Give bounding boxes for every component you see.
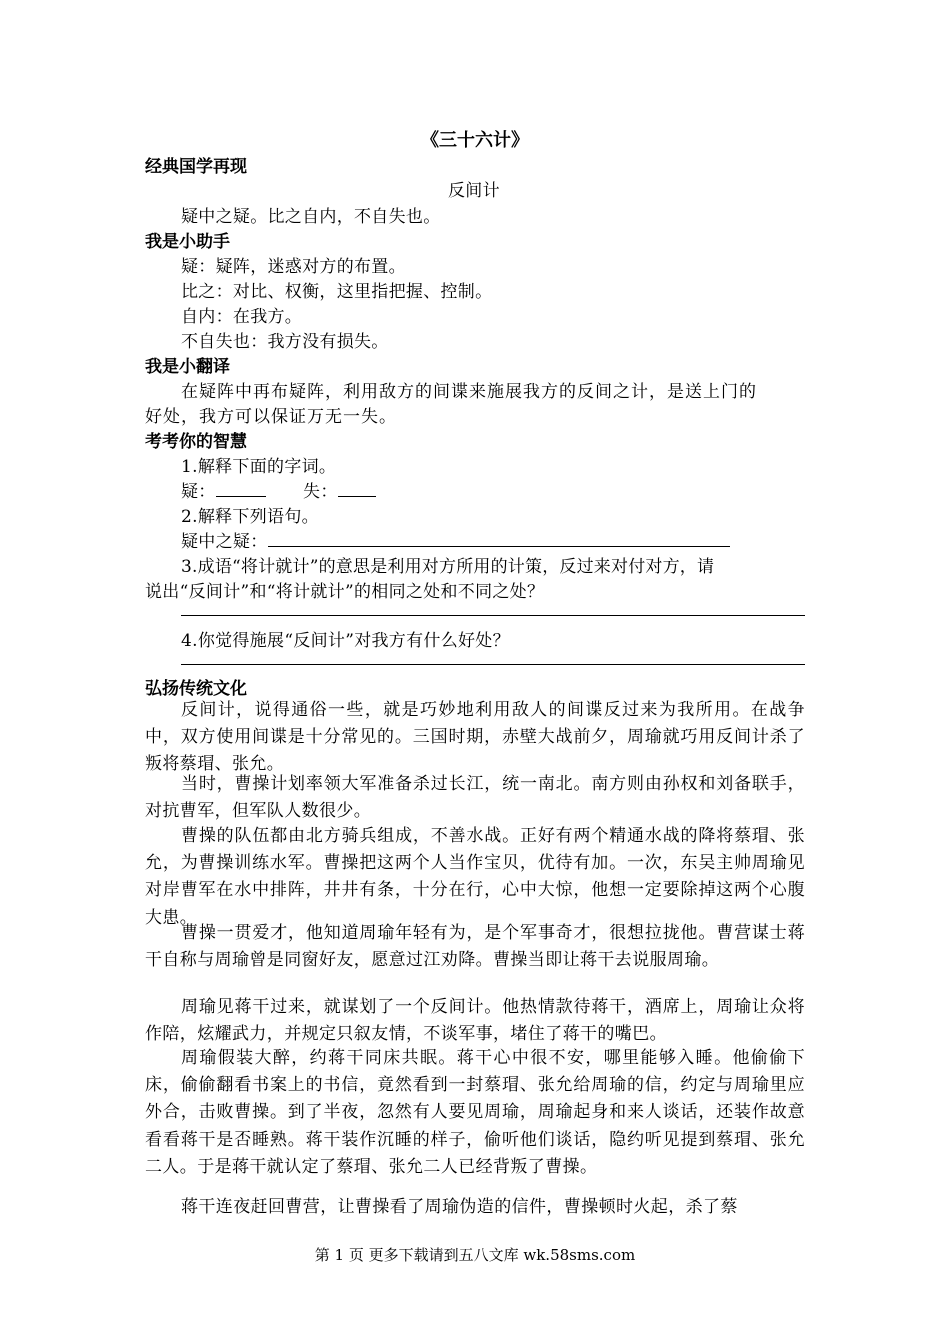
heading-translate: 我是小翻译: [145, 357, 230, 377]
translate-line: 在疑阵中再布疑阵，利用敌方的间谍来施展我方的反间之计，是送上门的: [181, 382, 757, 402]
classic-text: 疑中之疑。比之自内，不自失也。: [181, 207, 441, 227]
quiz-q1-label-a: 疑：: [181, 482, 216, 502]
quiz-question-4: 4.你觉得施展“反间计”对我方有什么好处？: [181, 631, 510, 651]
quiz-question-3: 3.成语“将计就计”的意思是利用对方所用的计策，反过来对付对方，请: [181, 557, 715, 577]
quiz-question-2: 2.解释下列语句。: [181, 507, 319, 527]
classic-subtitle: 反间计: [448, 181, 500, 201]
culture-paragraph: 周瑜见蒋干过来，就谋划了一个反间计。他热情款待蒋干，酒席上，周瑜让众将作陪，炫耀武力，并规定只叙友情，不谈军事，堵住了蒋干的嘴巴。: [145, 997, 805, 1045]
page-footer: 第 1 页 更多下载请到五八文库 wk.58sms.com: [314, 1246, 636, 1264]
quiz-question-1: 1.解释下面的字词。: [181, 457, 337, 477]
heading-helper: 我是小助手: [145, 232, 230, 252]
helper-item: 疑：疑阵，迷惑对方的布置。: [181, 257, 406, 277]
helper-item: 不自失也：我方没有损失。: [181, 332, 389, 352]
answer-blank-q2[interactable]: [268, 530, 730, 547]
helper-item: 自内：在我方。: [181, 307, 303, 327]
answer-line-q3[interactable]: [181, 615, 805, 616]
translate-line: 好处，我方可以保证万无一失。: [145, 407, 397, 427]
answer-line-q4[interactable]: [181, 664, 805, 665]
culture-paragraph: 当时，曹操计划率领大军准备杀过长江，统一南北。南方则由孙权和刘备联手，对抗曹军，但军队人数很少。: [145, 774, 805, 822]
heading-classic: 经典国学再现: [145, 157, 247, 177]
quiz-q1-label-b: 失：: [303, 482, 338, 502]
helper-item: 比之：对比、权衡，这里指把握、控制。: [181, 282, 493, 302]
heading-culture: 弘扬传统文化: [145, 679, 247, 699]
culture-paragraph: 蒋干连夜赶回曹营，让曹操看了周瑜伪造的信件，曹操顿时火起，杀了蔡: [181, 1197, 738, 1217]
answer-blank-yi[interactable]: [216, 480, 266, 497]
culture-paragraph: 反间计，说得通俗一些，就是巧妙地利用敌人的间谍反过来为我所用。在战争中，双方使用间谍是十分常见的。三国时期，赤壁大战前夕，周瑜就巧用反间计杀了叛将蔡瑁、张允。: [145, 700, 805, 775]
culture-paragraph: 曹操的队伍都由北方骑兵组成，不善水战。正好有两个精通水战的降将蔡瑁、张允，为曹操训练水军。曹操把这两个人当作宝贝，优待有加。一次，东吴主帅周瑜见对岸曹军在水中排阵，井井有条，十分在行，心中大惊，他想一定要除掉这两个心腹大患。: [145, 826, 805, 928]
culture-paragraph: 周瑜假装大醉，约蒋干同床共眠。蒋干心中很不安，哪里能够入睡。他偷偷下床，偷偷翻看书案上的书信，竟然看到一封蔡瑁、张允给周瑜的信，约定与周瑜里应外合，击败曹操。到了半夜，忽然有人要见周瑜，周瑜起身和来人谈话，还装作故意看看蒋干是否睡熟。蒋干装作沉睡的样子，偷听他们谈话，隐约听见提到蔡瑁、张允二人。于是蒋干就认定了蔡瑁、张允二人已经背叛了曹操。: [145, 1048, 805, 1177]
heading-quiz: 考考你的智慧: [145, 432, 247, 452]
quiz-question-3-cont: 说出“反间计”和“将计就计”的相同之处和不同之处？: [145, 582, 545, 602]
culture-paragraph: 曹操一贯爱才，他知道周瑜年轻有为，是个军事奇才，很想拉拢他。曹营谋士蒋干自称与周瑜曾是同窗好友，愿意过江劝降。曹操当即让蒋干去说服周瑜。: [145, 923, 805, 971]
answer-blank-shi[interactable]: [338, 480, 376, 497]
quiz-q2-label: 疑中之疑：: [181, 532, 268, 552]
document-title: 《三十六计》: [421, 130, 529, 151]
